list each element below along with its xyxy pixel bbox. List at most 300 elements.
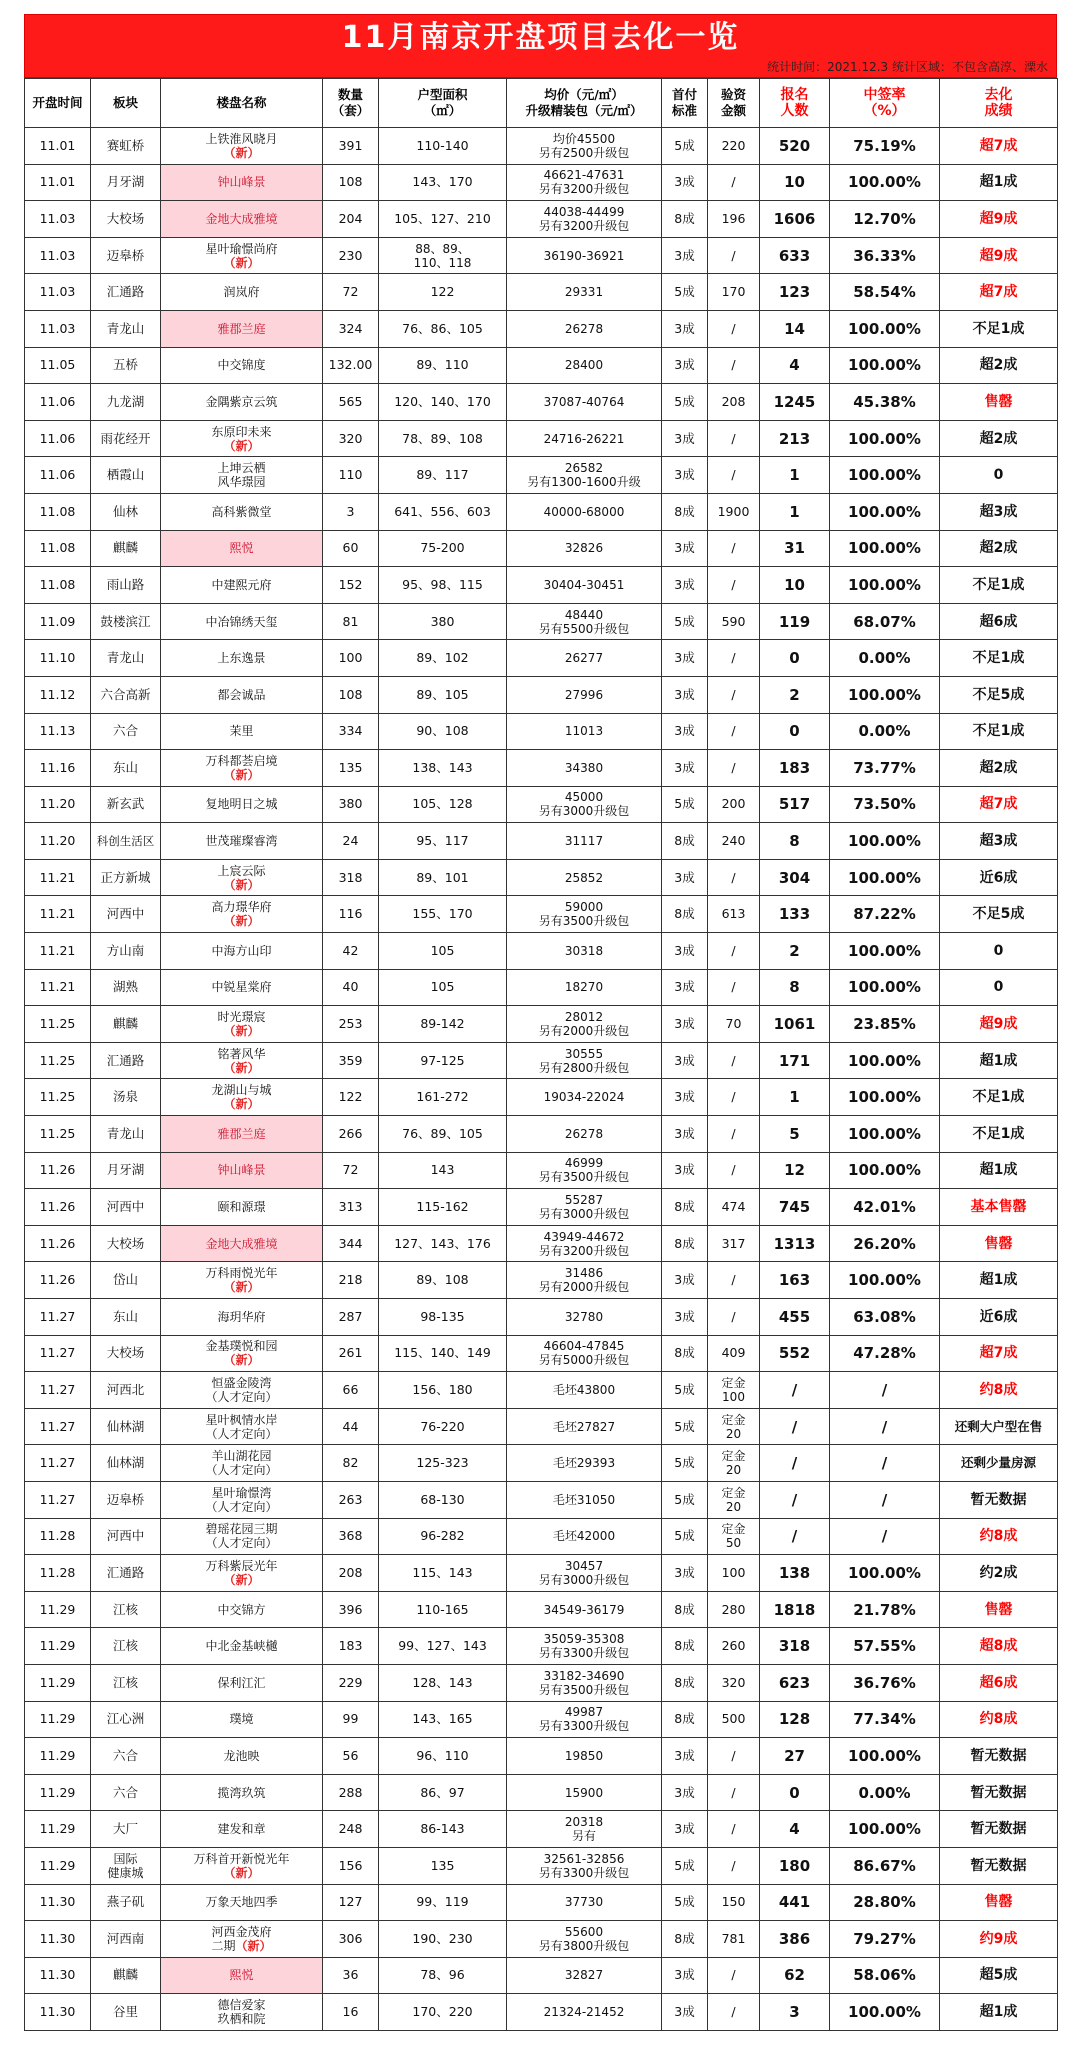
cell-rate: 12.70% xyxy=(830,201,940,238)
cell-name xyxy=(161,457,323,494)
cell-count: 10 xyxy=(760,567,830,604)
cell-rate: 100.00% xyxy=(830,1116,940,1153)
price-value: 37730 xyxy=(564,1895,604,1910)
cell-verify: / xyxy=(708,567,760,604)
price-value: 20318 xyxy=(564,1815,604,1830)
cell-size: 125-323 xyxy=(379,1445,507,1482)
table-row xyxy=(25,1921,1058,1958)
price-value: 43949-44672 xyxy=(543,1229,625,1244)
cell-count: 318 xyxy=(760,1628,830,1665)
cell-down: 5成 xyxy=(662,786,708,823)
cell-result: 超3成 xyxy=(940,493,1058,530)
cell-price xyxy=(507,1664,662,1701)
table-row xyxy=(25,1628,1058,1665)
project-name-line2: 风华璟园 xyxy=(217,475,266,490)
cell-result: 不足5成 xyxy=(940,896,1058,933)
project-name: 世茂璀璨睿湾 xyxy=(205,834,278,849)
cell-rate: 100.00% xyxy=(830,1042,940,1079)
cell-date: 11.06 xyxy=(25,420,91,457)
cell-verify: / xyxy=(708,1994,760,2031)
cell-size: 86、97 xyxy=(379,1774,507,1811)
table-row xyxy=(25,384,1058,421)
cell-date: 11.08 xyxy=(25,567,91,604)
cell-area: 汇通路 xyxy=(91,1555,161,1592)
price-upgrade: 另有3500升级包 xyxy=(538,1682,630,1697)
cell-down: 3成 xyxy=(662,1006,708,1043)
column-header-down: 首付 标准 xyxy=(662,79,708,128)
price-value: 毛坯43800 xyxy=(552,1382,616,1397)
price-value: 37087-40764 xyxy=(543,394,625,409)
cell-verify: / xyxy=(708,1847,760,1884)
size-line: 88、89、 xyxy=(415,241,470,256)
cell-count: 3 xyxy=(760,1994,830,2031)
cell-count: 517 xyxy=(760,786,830,823)
cell-rate: 100.00% xyxy=(830,530,940,567)
cell-size: 89-142 xyxy=(379,1006,507,1043)
project-name: 星叶瑜憬尚府 xyxy=(205,241,278,256)
cell-rate: 58.06% xyxy=(830,1957,940,1994)
cell-count: 1 xyxy=(760,1079,830,1116)
cell-price xyxy=(507,1738,662,1775)
cell-units: 72 xyxy=(323,1152,379,1189)
cell-rate: 36.33% xyxy=(830,237,940,274)
cell-count: 62 xyxy=(760,1957,830,1994)
cell-date: 11.30 xyxy=(25,1994,91,2031)
cell-price xyxy=(507,640,662,677)
cell-units: 132.00 xyxy=(323,347,379,384)
cell-date: 11.25 xyxy=(25,1006,91,1043)
cell-price xyxy=(507,567,662,604)
cell-name xyxy=(161,1335,323,1372)
price-upgrade: 另有3200升级包 xyxy=(538,182,630,197)
cell-rate: 57.55% xyxy=(830,1628,940,1665)
price-value: 26277 xyxy=(564,651,604,666)
cell-name xyxy=(161,1664,323,1701)
cell-count: 0 xyxy=(760,713,830,750)
verify-line: 20 xyxy=(725,1426,742,1441)
new-tag: （新） xyxy=(223,1865,260,1880)
cell-area xyxy=(91,1847,161,1884)
table-row xyxy=(25,1335,1058,1372)
cell-down: 8成 xyxy=(662,1225,708,1262)
cell-area: 栖霞山 xyxy=(91,457,161,494)
cell-area: 青龙山 xyxy=(91,310,161,347)
cell-size: 135 xyxy=(379,1847,507,1884)
verify-line: 定金 xyxy=(721,1375,746,1390)
new-tag: （人才定向） xyxy=(205,1426,278,1441)
project-name: 中冶锦绣天玺 xyxy=(205,614,278,629)
cell-down: 8成 xyxy=(662,1335,708,1372)
cell-result: 约8成 xyxy=(940,1701,1058,1738)
cell-rate: 100.00% xyxy=(830,347,940,384)
cell-units: 40 xyxy=(323,969,379,1006)
cell-rate: 73.77% xyxy=(830,750,940,787)
new-tag: （新） xyxy=(223,255,260,270)
cell-size: 96、110 xyxy=(379,1738,507,1775)
cell-price xyxy=(507,237,662,274)
cell-down: 3成 xyxy=(662,1957,708,1994)
cell-rate: 73.50% xyxy=(830,786,940,823)
project-name: 复地明日之城 xyxy=(205,797,278,812)
cell-date: 11.27 xyxy=(25,1335,91,1372)
price-value: 26278 xyxy=(564,321,604,336)
cell-size: 99、119 xyxy=(379,1884,507,1921)
price-value: 30318 xyxy=(564,943,604,958)
cell-verify: / xyxy=(708,420,760,457)
cell-down: 5成 xyxy=(662,1847,708,1884)
cell-price xyxy=(507,1116,662,1153)
cell-result: 超2成 xyxy=(940,530,1058,567)
cell-price xyxy=(507,420,662,457)
cell-name xyxy=(161,1884,323,1921)
cell-size: 143 xyxy=(379,1152,507,1189)
cell-rate: 100.00% xyxy=(830,1079,940,1116)
cell-verify: / xyxy=(708,1042,760,1079)
cell-area: 大校场 xyxy=(91,1335,161,1372)
cell-units: 380 xyxy=(323,786,379,823)
cell-verify: 781 xyxy=(708,1921,760,1958)
cell-date: 11.03 xyxy=(25,237,91,274)
cell-count: 441 xyxy=(760,1884,830,1921)
cell-price xyxy=(507,457,662,494)
cell-result: 超5成 xyxy=(940,1957,1058,1994)
project-name: 金地大成雅境 xyxy=(205,211,278,226)
cell-count: 4 xyxy=(760,347,830,384)
cell-date: 11.27 xyxy=(25,1372,91,1409)
cell-rate: 100.00% xyxy=(830,493,940,530)
cell-rate: 100.00% xyxy=(830,1152,940,1189)
project-name: 璞境 xyxy=(229,1712,254,1727)
cell-size: 128、143 xyxy=(379,1664,507,1701)
cell-count: 180 xyxy=(760,1847,830,1884)
cell-price xyxy=(507,1811,662,1848)
table-row xyxy=(25,1372,1058,1409)
column-header-price: 均价（元/㎡） 升级精装包（元/㎡） xyxy=(507,79,662,128)
cell-count: 0 xyxy=(760,1774,830,1811)
cell-size: 95、117 xyxy=(379,823,507,860)
cell-name xyxy=(161,1921,323,1958)
table-row xyxy=(25,1006,1058,1043)
new-tag: （人才定向） xyxy=(205,1463,278,1478)
cell-date: 11.25 xyxy=(25,1042,91,1079)
cell-price xyxy=(507,1957,662,1994)
cell-date: 11.08 xyxy=(25,530,91,567)
price-upgrade: 另有1300-1600升级 xyxy=(527,475,641,490)
cell-size: 97-125 xyxy=(379,1042,507,1079)
cell-area: 湖熟 xyxy=(91,969,161,1006)
cell-units: 108 xyxy=(323,676,379,713)
cell-size: 122 xyxy=(379,274,507,311)
column-header-date: 开盘时间 xyxy=(25,79,91,128)
price-upgrade: 另有3500升级包 xyxy=(538,914,630,929)
cell-price xyxy=(507,1335,662,1372)
cell-area: 五桥 xyxy=(91,347,161,384)
cell-result: 基本售罄 xyxy=(940,1189,1058,1226)
cell-name xyxy=(161,1847,323,1884)
table-row xyxy=(25,1152,1058,1189)
price-upgrade: 另有2000升级包 xyxy=(538,1024,630,1039)
project-name: 都会诚品 xyxy=(217,687,266,702)
cell-units: 253 xyxy=(323,1006,379,1043)
cell-area: 仙林湖 xyxy=(91,1445,161,1482)
cell-verify: / xyxy=(708,1811,760,1848)
table-row xyxy=(25,859,1058,896)
cell-price xyxy=(507,1262,662,1299)
price-upgrade: 另有2500升级包 xyxy=(538,145,630,160)
cell-result: 超9成 xyxy=(940,1006,1058,1043)
cell-down: 8成 xyxy=(662,823,708,860)
cell-count: 623 xyxy=(760,1664,830,1701)
cell-result: 超1成 xyxy=(940,1994,1058,2031)
price-upgrade: 另有3500升级包 xyxy=(538,1170,630,1185)
cell-count: 128 xyxy=(760,1701,830,1738)
cell-rate: 100.00% xyxy=(830,310,940,347)
project-name: 龙湖山与城 xyxy=(211,1083,272,1098)
cell-size: 115、140、149 xyxy=(379,1335,507,1372)
project-name: 万科都荟启境 xyxy=(205,753,278,768)
project-name-line2: 玖栖和院 xyxy=(217,2012,266,2027)
cell-rate: 100.00% xyxy=(830,1555,940,1592)
price-value: 32827 xyxy=(564,1968,604,1983)
cell-units: 368 xyxy=(323,1518,379,1555)
cell-size: 105 xyxy=(379,969,507,1006)
cell-verify: 613 xyxy=(708,896,760,933)
cell-count: 163 xyxy=(760,1262,830,1299)
cell-name xyxy=(161,1811,323,1848)
cell-name xyxy=(161,347,323,384)
cell-down: 8成 xyxy=(662,1664,708,1701)
cell-area: 迈皋桥 xyxy=(91,1481,161,1518)
cell-rate: 75.19% xyxy=(830,128,940,165)
table-row xyxy=(25,1957,1058,1994)
size-line: 110、118 xyxy=(413,255,472,270)
cell-area: 大校场 xyxy=(91,1225,161,1262)
cell-result: 暂无数据 xyxy=(940,1774,1058,1811)
cell-result: 超1成 xyxy=(940,164,1058,201)
price-value: 46999 xyxy=(564,1156,604,1171)
cell-result: 还剩大户型在售 xyxy=(940,1408,1058,1445)
cell-count: 12 xyxy=(760,1152,830,1189)
cell-verify: / xyxy=(708,164,760,201)
cell-verify: / xyxy=(708,640,760,677)
cell-date: 11.21 xyxy=(25,859,91,896)
cell-result: 近6成 xyxy=(940,859,1058,896)
cell-verify: / xyxy=(708,1116,760,1153)
cell-size: 105、128 xyxy=(379,786,507,823)
cell-verify: / xyxy=(708,347,760,384)
area-line: 国际 xyxy=(113,1851,138,1866)
cell-verify: / xyxy=(708,1299,760,1336)
cell-units: 318 xyxy=(323,859,379,896)
cell-area: 青龙山 xyxy=(91,1116,161,1153)
cell-count: 5 xyxy=(760,1116,830,1153)
cell-units: 396 xyxy=(323,1591,379,1628)
cell-price xyxy=(507,201,662,238)
cell-date: 11.26 xyxy=(25,1262,91,1299)
cell-units: 66 xyxy=(323,1372,379,1409)
cell-count: 552 xyxy=(760,1335,830,1372)
cell-name xyxy=(161,128,323,165)
cell-name xyxy=(161,1189,323,1226)
cell-result: 超7成 xyxy=(940,1335,1058,1372)
cell-size: 89、101 xyxy=(379,859,507,896)
cell-units: 24 xyxy=(323,823,379,860)
cell-units: 99 xyxy=(323,1701,379,1738)
cell-units: 36 xyxy=(323,1957,379,1994)
cell-area: 六合 xyxy=(91,1774,161,1811)
cell-area: 雨山路 xyxy=(91,567,161,604)
cell-price xyxy=(507,164,662,201)
cell-rate: 47.28% xyxy=(830,1335,940,1372)
project-name: 金隅紫京云筑 xyxy=(205,394,278,409)
price-value: 30555 xyxy=(564,1046,604,1061)
cell-area: 谷里 xyxy=(91,1994,161,2031)
project-name: 德信爱家 xyxy=(217,1998,266,2013)
cell-count: 1606 xyxy=(760,201,830,238)
cell-date: 11.10 xyxy=(25,640,91,677)
cell-rate: 100.00% xyxy=(830,933,940,970)
new-tag: （新） xyxy=(235,1938,272,1953)
new-tag: （新） xyxy=(223,1280,260,1295)
cell-result: 约8成 xyxy=(940,1372,1058,1409)
cell-count: 183 xyxy=(760,750,830,787)
new-tag: （新） xyxy=(223,767,260,782)
cell-area: 六合 xyxy=(91,713,161,750)
cell-price xyxy=(507,1628,662,1665)
cell-date: 11.25 xyxy=(25,1116,91,1153)
table-row xyxy=(25,786,1058,823)
cell-area: 科创生活区 xyxy=(91,823,161,860)
new-tag: （新） xyxy=(223,1353,260,1368)
cell-price xyxy=(507,933,662,970)
cell-area: 新玄武 xyxy=(91,786,161,823)
cell-units: 100 xyxy=(323,640,379,677)
table-row xyxy=(25,128,1058,165)
cell-price xyxy=(507,1774,662,1811)
price-upgrade: 另有5000升级包 xyxy=(538,1353,630,1368)
cell-rate: 23.85% xyxy=(830,1006,940,1043)
price-upgrade: 另有3300升级包 xyxy=(538,1865,630,1880)
price-value: 40000-68000 xyxy=(543,504,625,519)
cell-price xyxy=(507,128,662,165)
project-name: 揽湾玖筑 xyxy=(217,1785,266,1800)
cell-units: 288 xyxy=(323,1774,379,1811)
cell-area: 月牙湖 xyxy=(91,164,161,201)
cell-area: 河西南 xyxy=(91,1921,161,1958)
cell-count: 8 xyxy=(760,823,830,860)
cell-verify: / xyxy=(708,530,760,567)
price-value: 26582 xyxy=(564,461,604,476)
cell-area: 迈皋桥 xyxy=(91,237,161,274)
project-name: 钟山峰景 xyxy=(217,175,266,190)
cell-price xyxy=(507,750,662,787)
area-line: 健康城 xyxy=(107,1865,144,1880)
price-value: 34549-36179 xyxy=(543,1602,625,1617)
cell-rate: 45.38% xyxy=(830,384,940,421)
cell-result: 暂无数据 xyxy=(940,1811,1058,1848)
cell-result: 超1成 xyxy=(940,1262,1058,1299)
cell-area: 麒麟 xyxy=(91,530,161,567)
cell-date: 11.26 xyxy=(25,1225,91,1262)
price-value: 45000 xyxy=(564,790,604,805)
cell-area: 青龙山 xyxy=(91,640,161,677)
cell-count: / xyxy=(760,1445,830,1482)
cell-rate: 100.00% xyxy=(830,676,940,713)
cell-name xyxy=(161,1774,323,1811)
price-upgrade: 另有 xyxy=(571,1829,596,1844)
cell-count: 1245 xyxy=(760,384,830,421)
cell-size: 190、230 xyxy=(379,1921,507,1958)
table-row xyxy=(25,420,1058,457)
project-name: 星叶瑜憬湾 xyxy=(211,1485,272,1500)
cell-date: 11.13 xyxy=(25,713,91,750)
table-row xyxy=(25,933,1058,970)
column-header-size: 户型面积 （㎡） xyxy=(379,79,507,128)
cell-down: 8成 xyxy=(662,1921,708,1958)
project-name: 中交锦方 xyxy=(217,1602,266,1617)
cell-rate: 58.54% xyxy=(830,274,940,311)
cell-price xyxy=(507,1847,662,1884)
price-value: 毛坯29393 xyxy=(552,1456,616,1471)
cell-down: 3成 xyxy=(662,859,708,896)
cell-units: 204 xyxy=(323,201,379,238)
cell-verify: / xyxy=(708,1957,760,1994)
cell-date: 11.29 xyxy=(25,1738,91,1775)
cell-name xyxy=(161,1591,323,1628)
cell-area: 汇通路 xyxy=(91,1042,161,1079)
title-bar xyxy=(24,14,1057,78)
cell-count: 123 xyxy=(760,274,830,311)
cell-size: 161-272 xyxy=(379,1079,507,1116)
price-value: 21324-21452 xyxy=(543,2005,625,2020)
table-row xyxy=(25,1299,1058,1336)
cell-price xyxy=(507,1994,662,2031)
cell-count: 455 xyxy=(760,1299,830,1336)
cell-name xyxy=(161,274,323,311)
table-row xyxy=(25,603,1058,640)
cell-price xyxy=(507,823,662,860)
cell-rate: 36.76% xyxy=(830,1664,940,1701)
cell-date: 11.21 xyxy=(25,933,91,970)
price-value: 15900 xyxy=(564,1785,604,1800)
project-name: 钟山峰景 xyxy=(217,1163,266,1178)
cell-size: 115、143 xyxy=(379,1555,507,1592)
cell-name xyxy=(161,384,323,421)
cell-units: 110 xyxy=(323,457,379,494)
cell-units: 16 xyxy=(323,1994,379,2031)
cell-name xyxy=(161,896,323,933)
cell-date: 11.25 xyxy=(25,1079,91,1116)
cell-down: 3成 xyxy=(662,420,708,457)
cell-name xyxy=(161,1628,323,1665)
table-row xyxy=(25,1774,1058,1811)
cell-name xyxy=(161,1372,323,1409)
cell-count: 27 xyxy=(760,1738,830,1775)
price-value: 毛坯27827 xyxy=(552,1419,616,1434)
cell-size: 98-135 xyxy=(379,1299,507,1336)
price-value: 11013 xyxy=(564,724,604,739)
cell-date: 11.06 xyxy=(25,457,91,494)
cell-rate: 100.00% xyxy=(830,859,940,896)
cell-name xyxy=(161,676,323,713)
cell-rate: 79.27% xyxy=(830,1921,940,1958)
price-upgrade: 另有3200升级包 xyxy=(538,1243,630,1258)
cell-name xyxy=(161,1738,323,1775)
cell-down: 5成 xyxy=(662,1408,708,1445)
cell-area: 大校场 xyxy=(91,201,161,238)
price-value: 44038-44499 xyxy=(543,204,625,219)
cell-down: 3成 xyxy=(662,530,708,567)
